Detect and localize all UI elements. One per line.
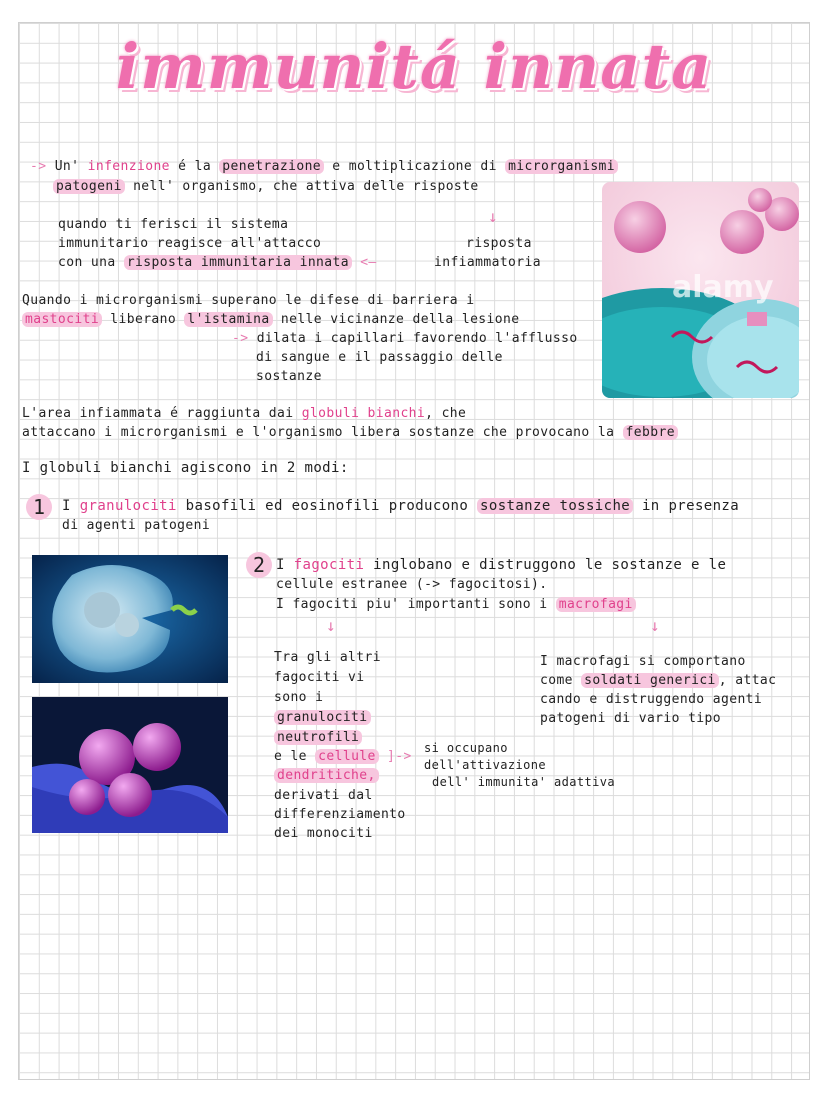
neutrophil-image: [32, 697, 228, 833]
keyword-globuli-bianchi: globuli bianchi: [301, 406, 426, 421]
arrow-right-icon: ->: [30, 159, 47, 174]
text: Un': [54, 159, 80, 174]
macrophage-image: [32, 555, 228, 683]
keyword-infezione: infenzione: [87, 159, 170, 174]
mode2-line-3: [276, 595, 636, 614]
right-line-3: cando e distruggendo agenti: [540, 692, 763, 707]
highlight-sostanze-tossiche: sostanze tossiche: [477, 498, 633, 514]
page-title: immunitá innata: [115, 30, 713, 103]
highlight-mastociti: mastociti: [22, 312, 102, 327]
text: nell' organismo, che attiva delle: [133, 179, 405, 194]
arrow-right-icon: ->: [232, 331, 249, 346]
text: I fagociti piu' importanti sono i: [276, 597, 548, 612]
definition-line-1: [30, 157, 618, 176]
arrow-right-icon: ]->: [386, 749, 412, 764]
left-line-2: fagociti vi: [274, 670, 365, 685]
infiammatoria-label: infiammatoria: [434, 255, 541, 270]
text: L'area infiammata é raggiunta dai: [22, 406, 294, 421]
number-badge-2: [246, 552, 272, 578]
text: e moltiplicazione: [332, 159, 473, 174]
ferita-line-1: quando ti ferisci il sistema: [58, 217, 289, 232]
risposta-label: risposta: [466, 236, 532, 251]
text: inglobano e distruggono le sostanze e le: [373, 557, 727, 573]
left-line-6: [274, 747, 412, 766]
left-line-7: [274, 766, 379, 785]
globuli-line-1: [22, 404, 466, 423]
arrow-down-icon: ↓: [326, 616, 337, 635]
highlight-macrofagi: macrofagi: [556, 597, 636, 612]
left-line-3: sono i: [274, 690, 324, 705]
text: , attac: [718, 673, 777, 688]
right-line-1: I macrofagi si comportano: [540, 654, 746, 669]
text: dilata i capillari favorendo l'afflusso: [256, 331, 578, 346]
text: é la: [178, 159, 212, 174]
side-line-3: dell' immunita' adattiva: [432, 775, 615, 789]
right-line-2: [540, 671, 776, 690]
watermark: alamy: [672, 270, 774, 305]
mode2-line-2: cellule estranee (-> fagocitosi).: [276, 577, 548, 592]
text: basofili ed eosinofili producono: [185, 498, 469, 514]
barriera-line-1: Quando i microrganismi superano le difese di barriera i: [22, 293, 475, 308]
text: , che: [425, 406, 467, 421]
barriera-line-2: [22, 310, 519, 329]
barriera-line-4: di sangue e il passaggio delle: [256, 350, 503, 365]
highlight-soldati-generici: soldati generici: [581, 673, 719, 688]
text: risposte: [412, 179, 479, 194]
mode1-line-2: di agenti patogeni: [62, 518, 211, 533]
globuli-line-2: [22, 423, 678, 442]
text: di: [480, 159, 497, 174]
text: liberano: [110, 312, 177, 327]
left-line-1: Tra gli altri: [274, 650, 381, 665]
arrow-down-icon: ↓: [488, 207, 499, 226]
left-line-9: differenziamento: [274, 807, 406, 822]
left-line-5: [274, 728, 362, 747]
number-1: 1: [26, 494, 52, 520]
definition-line-2: [53, 177, 479, 196]
arrow-left-icon: <—: [360, 255, 377, 270]
ferita-line-2: immunitario reagisce all'attacco: [58, 236, 322, 251]
text: come: [540, 673, 573, 688]
highlight-granulociti: granulociti: [274, 710, 371, 725]
barriera-line-3: [232, 329, 578, 348]
number-2: 2: [246, 552, 272, 578]
highlight-istamina: l'istamina: [184, 312, 272, 327]
arrow-down-icon: ↓: [650, 616, 661, 635]
text: attaccano i microrganismi e l'organismo libera sostanze che provocano la: [22, 425, 615, 440]
text: I: [276, 557, 285, 573]
highlight-microrganismi: microrganismi: [505, 159, 618, 174]
highlight-patogeni: patogeni: [53, 179, 125, 194]
left-line-4: [274, 708, 371, 727]
highlight-cellule: cellule: [315, 749, 379, 764]
left-line-8: derivati dal: [274, 788, 373, 803]
mode1-line-1: [62, 497, 739, 516]
inflammation-illustration: [602, 182, 799, 398]
right-line-4: patogeni di vario tipo: [540, 711, 721, 726]
highlight-febbre: febbre: [623, 425, 678, 440]
mode2-line-1: [276, 556, 726, 575]
modi-intro: I globuli bianchi agiscono in 2 modi:: [22, 460, 349, 476]
side-line-1: si occupano: [424, 741, 508, 755]
left-line-10: dei monociti: [274, 826, 373, 841]
text: in presenza: [641, 498, 740, 514]
keyword-granulociti: granulociti: [79, 498, 177, 514]
highlight-neutrofili: neutrofili: [274, 730, 362, 745]
barriera-line-5: sostanze: [256, 369, 322, 384]
keyword-fagociti: fagociti: [293, 557, 365, 573]
text: e le: [274, 749, 307, 764]
highlight-dendritiche: dendritiche,: [274, 768, 379, 783]
text: I: [62, 498, 71, 514]
text: nelle vicinanze della lesione: [280, 312, 520, 327]
highlight-risposta-innata: risposta immunitaria innata: [124, 255, 352, 270]
highlight-penetrazione: penetrazione: [219, 159, 324, 174]
side-line-2: dell'attivazione: [424, 758, 546, 772]
ferita-line-3: [58, 253, 377, 272]
number-badge-1: [26, 494, 52, 520]
text: con una: [58, 255, 116, 270]
